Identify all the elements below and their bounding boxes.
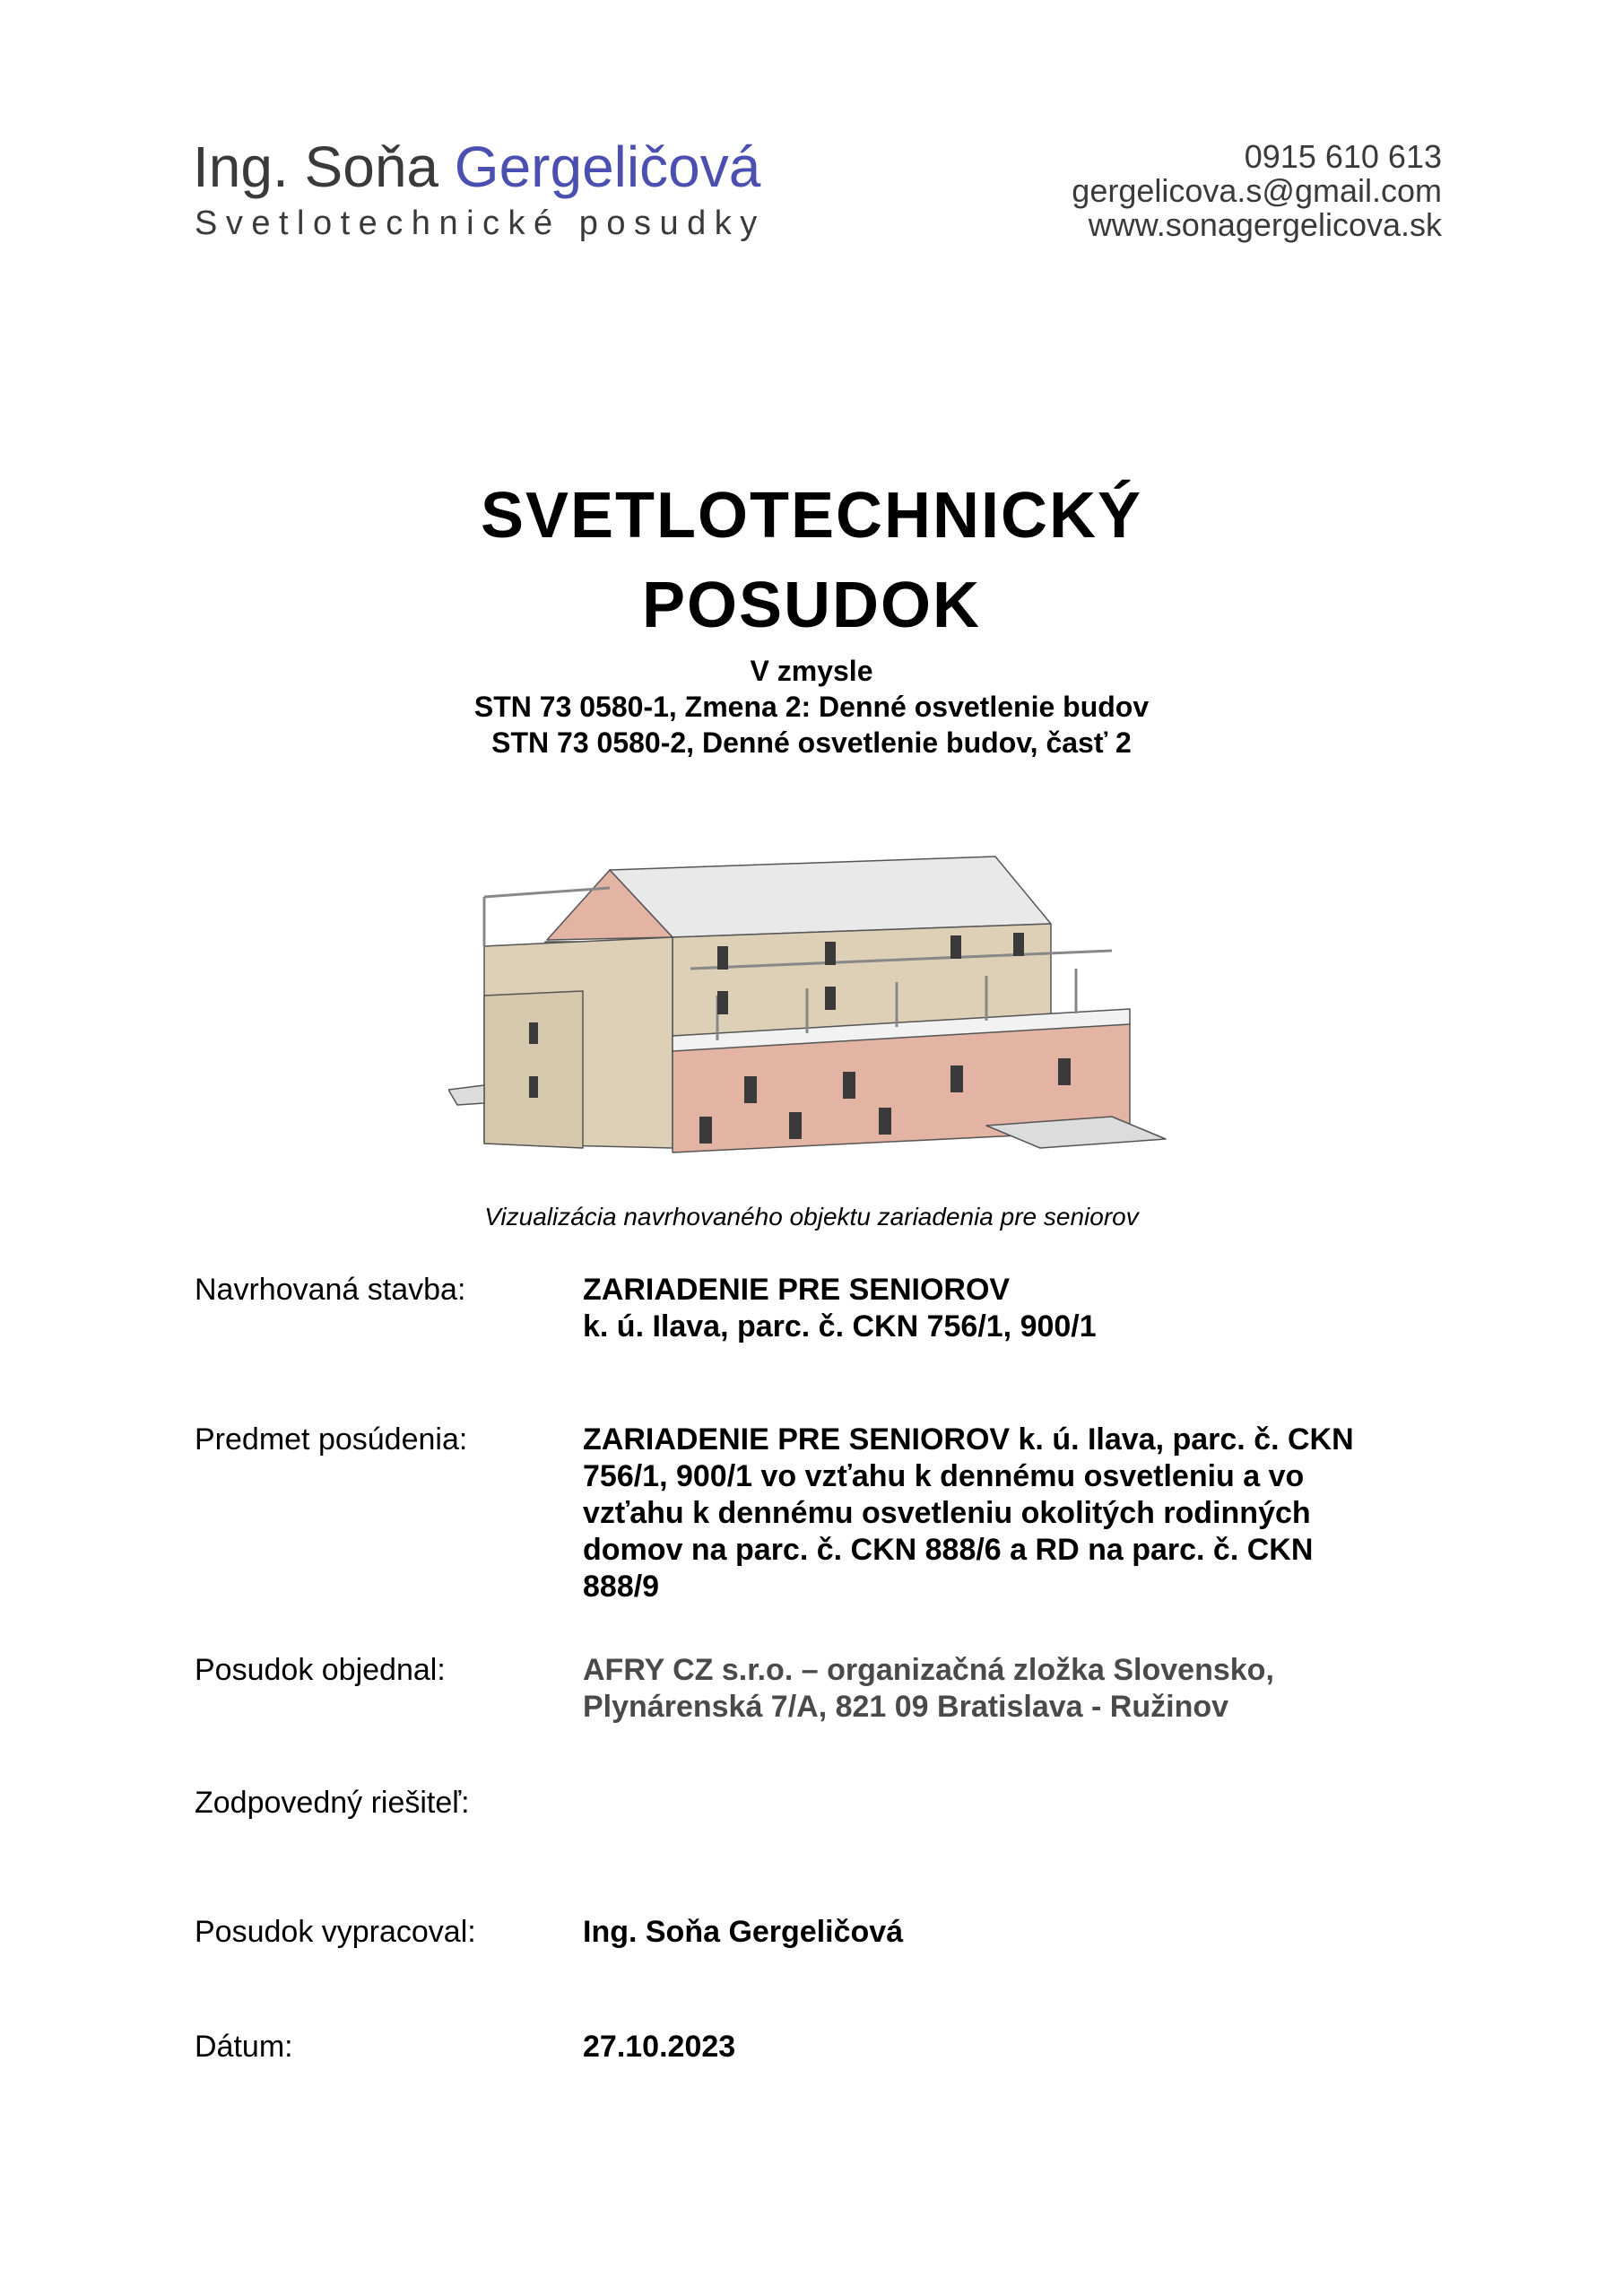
predmet-value-line-3: vzťahu k dennému osvetleniu okolitých rodinných: [583, 1496, 1311, 1530]
document-title: [0, 471, 1623, 650]
contact-phone: 0915 610 613: [1244, 138, 1442, 175]
window: [717, 991, 728, 1014]
objednal-value-line-2: Plynárenská 7/A, 821 09 Bratislava - Ružinov: [583, 1690, 1229, 1724]
predmet-value-line-1: ZARIADENIE PRE SENIOROV k. ú. Ilava, parc. č. CKN: [583, 1422, 1354, 1457]
window: [825, 987, 836, 1010]
brand-tagline: Svetlotechnické posudky: [195, 204, 766, 242]
window: [529, 1022, 538, 1044]
window: [879, 1108, 891, 1135]
vypracoval-label: Posudok vypracoval:: [195, 1915, 476, 1949]
window: [744, 1076, 757, 1103]
subtitle-line-2: STN 73 0580-1, Zmena 2: Denné osvetlenie budov: [473, 691, 1150, 723]
stavba-value-line-2: k. ú. Ilava, parc. č. CKN 756/1, 900/1: [583, 1309, 1097, 1344]
window: [1013, 933, 1024, 956]
predmet-value-line-5: 888/9: [583, 1570, 660, 1604]
window: [950, 1065, 963, 1092]
riesitel-label: Zodpovedný riešiteľ:: [195, 1786, 470, 1820]
predmet-value: [583, 1422, 1444, 1605]
left-wing: [484, 991, 583, 1148]
window: [825, 942, 836, 965]
window: [789, 1112, 802, 1139]
window: [843, 1072, 855, 1099]
datum-label: Dátum:: [195, 2030, 293, 2064]
contact-website: www.sonagergelicova.sk: [1088, 206, 1442, 243]
stavba-value-line-1: ZARIADENIE PRE SENIOROV: [583, 1273, 1011, 1307]
building-visualization: [448, 789, 1184, 1184]
window: [529, 1076, 538, 1098]
figure-caption: Vizualizácia navrhovaného objektu zariadenia pre seniorov: [484, 1203, 1139, 1231]
predmet-value-line-4: domov na parc. č. CKN 888/6 a RD na parc. č. CKN: [583, 1533, 1314, 1567]
stavba-value: [583, 1272, 1444, 1345]
subtitle-line-1: V zmysle: [750, 655, 873, 687]
window: [950, 935, 961, 959]
brand-name: [193, 135, 760, 199]
brand-last-name: Gergeličová: [454, 135, 761, 199]
document-subtitle: [0, 653, 1623, 761]
ground-slab-left: [448, 1085, 484, 1105]
subtitle-line-3: STN 73 0580-2, Denné osvetlenie budov, časť 2: [491, 726, 1132, 759]
objednal-label: Posudok objednal:: [195, 1653, 446, 1687]
title-line-1: SVETLOTECHNICKÝ: [480, 480, 1143, 552]
window: [1058, 1058, 1071, 1085]
objednal-value-line-1: AFRY CZ s.r.o. – organizačná zložka Slovensko,: [583, 1653, 1274, 1687]
contact-block: [1072, 140, 1442, 242]
roof: [610, 857, 1051, 937]
title-line-2: POSUDOK: [641, 570, 982, 641]
predmet-value-line-2: 756/1, 900/1 vo vzťahu k dennému osvetleniu a vo: [583, 1459, 1305, 1493]
brand-first-name: Ing. Soňa: [193, 135, 438, 199]
datum-value: 27.10.2023: [583, 2030, 736, 2064]
window: [717, 946, 728, 970]
predmet-label: Predmet posúdenia:: [195, 1422, 468, 1457]
vypracoval-value: Ing. Soňa Gergeličová: [583, 1915, 904, 1949]
stavba-label: Navrhovaná stavba:: [195, 1273, 466, 1307]
window: [699, 1117, 712, 1144]
contact-email: gergelicova.s@gmail.com: [1072, 172, 1442, 209]
objednal-value: [583, 1652, 1444, 1726]
